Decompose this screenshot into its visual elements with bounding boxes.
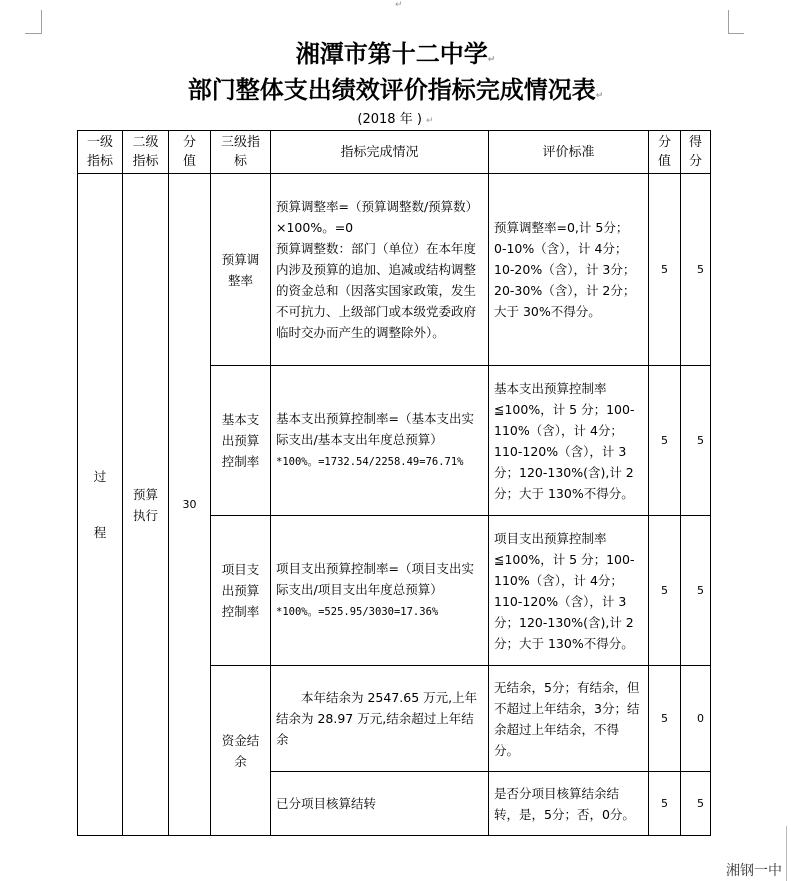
level1-indicator: 过 程 xyxy=(78,174,123,836)
header-points: 分 值 xyxy=(169,131,211,174)
evaluation-table xyxy=(77,130,711,836)
score-cell: 5 xyxy=(649,772,681,836)
earned-cell: 5 xyxy=(681,174,711,366)
table-title: 部门整体支出绩效评价指标完成情况表 xyxy=(187,76,596,104)
crop-mark-top-right xyxy=(728,10,730,34)
completion-cell: 预算调整率=（预算调整数/预算数）×100%。=0 预算调整数：部门（单位）在本年度内涉及预算的追加、追减或结构调整的资金总和（因落实国家政策，发生不可抗力、上级部门或本级党委政府临时交办而产生的调整除外）。 xyxy=(271,174,489,366)
header-level3: 三级指 标 xyxy=(211,131,271,174)
level2-indicator: 预算 执行 xyxy=(123,174,169,836)
header-row xyxy=(78,131,711,174)
completion-cell: 已分项目核算结转 xyxy=(271,772,489,836)
footer-text: 湘钢一中 xyxy=(726,863,782,879)
year-text: (2018 年 ) xyxy=(357,112,422,127)
paragraph-mark-icon: ↵ xyxy=(595,91,604,101)
paragraph-mark-icon: ↵ xyxy=(426,116,434,126)
completion-cell: 基本支出预算控制率=（基本支出实际支出/基本支出年度总预算） *100%。=1732.54/2258.49=76.71% xyxy=(271,366,489,516)
header-level1: 一级 指标 xyxy=(78,131,123,174)
score-cell: 5 xyxy=(649,174,681,366)
header-completion: 指标完成情况 xyxy=(271,131,489,174)
header-score: 分 值 xyxy=(649,131,681,174)
title-line-1 xyxy=(0,34,791,69)
level2-points: 30 xyxy=(169,174,211,836)
earned-cell: 0 xyxy=(681,666,711,772)
criteria-cell: 是否分项目核算结余结转，是，5分；否，0分。 xyxy=(489,772,649,836)
criteria-cell: 基本支出预算控制率≦100%，计 5 分；100-110%（含），计 4分；110-120%（含），计 3分；120-130%(含),计 2分；大于 130%不得分。 xyxy=(489,366,649,516)
level3-indicator: 预算调 整率 xyxy=(211,174,271,366)
crop-mark-top-left xyxy=(40,10,42,34)
page-edge xyxy=(786,826,787,881)
criteria-cell: 无结余，5分；有结余，但不超过上年结余，3分；结余超过上年结余，不得分。 xyxy=(489,666,649,772)
earned-cell: 5 xyxy=(681,366,711,516)
earned-cell: 5 xyxy=(681,772,711,836)
completion-cell: 项目支出预算控制率=（项目支出实际支出/项目支出年度总预算） *100%。=525.95/3030=17.36% xyxy=(271,516,489,666)
table-row xyxy=(78,174,711,366)
school-name: 湘潭市第十二中学 xyxy=(295,40,488,68)
level3-indicator: 项目支 出预算 控制率 xyxy=(211,516,271,666)
header-criteria: 评价标准 xyxy=(489,131,649,174)
score-cell: 5 xyxy=(649,666,681,772)
score-cell: 5 xyxy=(649,366,681,516)
level3-indicator: 基本支 出预算 控制率 xyxy=(211,366,271,516)
level3-indicator: 资金结 余 xyxy=(211,666,271,836)
earned-cell: 5 xyxy=(681,516,711,666)
score-cell: 5 xyxy=(649,516,681,666)
year-note xyxy=(0,108,791,127)
paragraph-mark-icon: ↵ xyxy=(395,0,403,10)
title-line-2 xyxy=(0,70,791,105)
header-level2: 二级 指标 xyxy=(123,131,169,174)
criteria-cell: 项目支出预算控制率≦100%，计 5 分；100-110%（含），计 4分；110-120%（含），计 3分；120-130%(含),计 2分；大于 130%不得分。 xyxy=(489,516,649,666)
header-earned: 得 分 xyxy=(681,131,711,174)
paragraph-mark-icon: ↵ xyxy=(487,55,496,65)
completion-cell: 本年结余为 2547.65 万元,上年结余为 28.97 万元,结余超过上年结余 xyxy=(271,666,489,772)
criteria-cell: 预算调整率=0,计 5分； 0-10%（含），计 4分； 10-20%（含），计 3分； 20-30%（含），计 2分； 大于 30%不得分。 xyxy=(489,174,649,366)
